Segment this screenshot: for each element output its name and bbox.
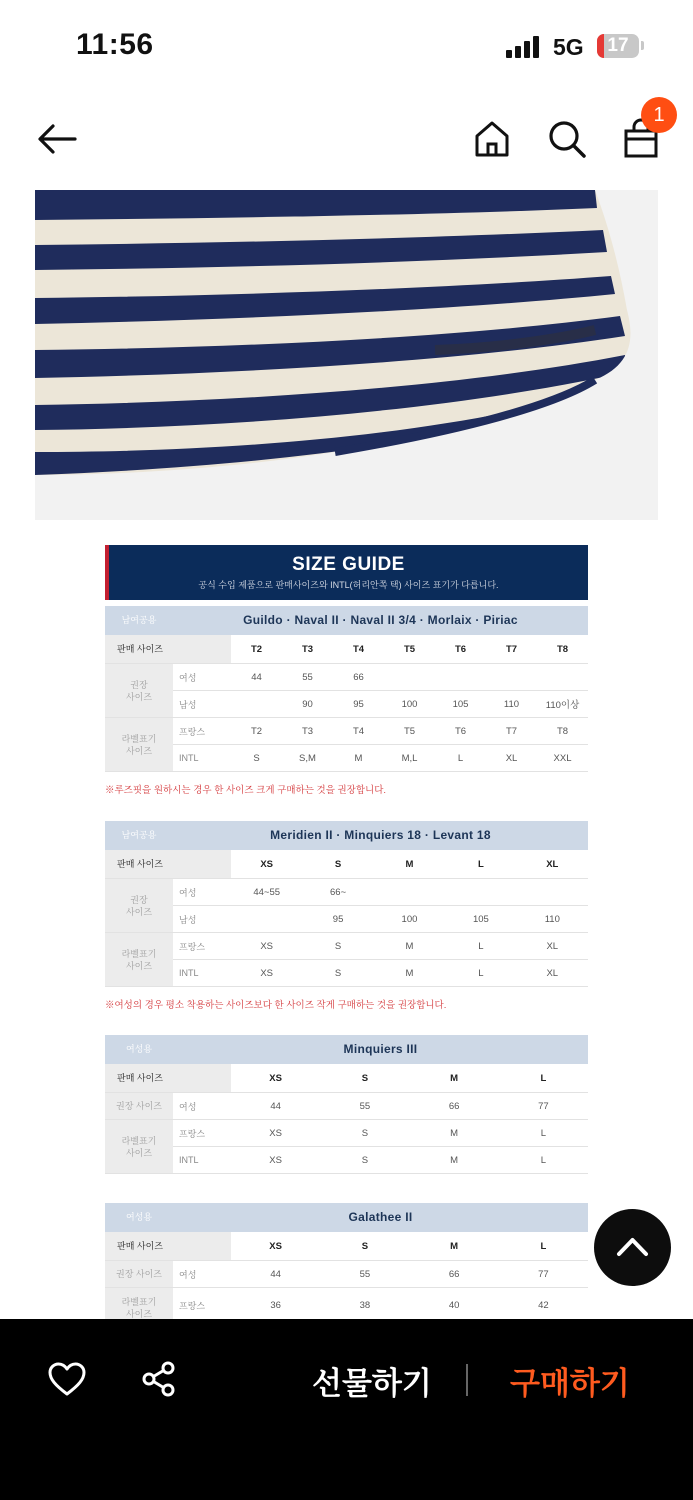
heart-icon[interactable] <box>47 1360 87 1400</box>
size-table-section-3 <box>105 1035 588 1174</box>
bottom-action-bar <box>0 1319 693 1500</box>
back-arrow-icon[interactable] <box>33 115 81 163</box>
section-models: Guildo · Naval II · Naval II 3/4 · Morlaix · Piriac <box>243 613 518 627</box>
table-row: 권장 사이즈 여성 44 55 66 77 <box>105 1261 588 1288</box>
table-row: 권장 사이즈 여성 44 55 66 <box>105 664 588 691</box>
size-table-section-1 <box>105 606 588 796</box>
gift-button[interactable]: 선물하기 <box>312 1366 432 1401</box>
cart-count-badge: 1 <box>641 97 677 133</box>
battery-icon <box>597 34 639 58</box>
table-row: INTL XS S M L <box>105 1147 588 1174</box>
scroll-to-top-button[interactable] <box>594 1209 671 1286</box>
search-icon[interactable] <box>543 115 591 163</box>
section-header <box>105 606 588 635</box>
top-nav <box>0 95 693 185</box>
table-row: 라벨표기 사이즈 프랑스 T2 T3 T4 T5 T6 T7 T8 <box>105 718 588 745</box>
section-label: 여성용 <box>125 1044 153 1054</box>
size-table <box>105 635 588 772</box>
table-row: 판매 사이즈 XS S M L XL <box>105 850 588 879</box>
table-row: 판매 사이즈 T2 T3 T4 T5 T6 T7 T8 <box>105 635 588 664</box>
size-table <box>105 1232 588 1319</box>
section-models: Galathee II <box>348 1210 413 1224</box>
share-icon[interactable] <box>140 1360 178 1398</box>
size-note: ※루즈핏을 원하시는 경우 한 사이즈 크게 구매하는 것을 권장합니다. <box>105 785 387 796</box>
section-header <box>105 821 588 850</box>
table-row: 남성 90 95 100 105 110 110이상 <box>105 691 588 718</box>
size-note: ※여성의 경우 평소 착용하는 사이즈보다 한 사이즈 작게 구매하는 것을 권장합니다. <box>105 1000 447 1011</box>
table-row: INTL XS S M L XL <box>105 960 588 987</box>
table-row: 남성 95 100 105 110 <box>105 906 588 933</box>
table-row: 판매 사이즈 XS S M L <box>105 1064 588 1093</box>
size-table-section-4 <box>105 1203 588 1319</box>
table-row: INTL S S,M M M,L L XL XXL <box>105 745 588 772</box>
network-type: 5G <box>553 34 584 60</box>
battery-tip <box>641 41 644 50</box>
table-row: 권장 사이즈 여성 44~55 66~ <box>105 879 588 906</box>
section-models: Meridien II · Minquiers 18 · Levant 18 <box>270 828 491 842</box>
chevron-up-icon <box>594 1209 671 1286</box>
product-image <box>35 190 658 520</box>
battery-level: 17 <box>607 35 629 56</box>
buy-button[interactable]: 구매하기 <box>510 1366 630 1401</box>
size-table-section-2 <box>105 821 588 1011</box>
table-row: 라벨표기 사이즈 프랑스 XS S M L <box>105 1120 588 1147</box>
table-row: 권장 사이즈 여성 44 55 66 77 <box>105 1093 588 1120</box>
section-header <box>105 1035 588 1064</box>
size-table <box>105 850 588 987</box>
table-row: 라벨표기 사이즈 프랑스 36 38 40 42 <box>105 1288 588 1320</box>
bottom-divider <box>466 1364 468 1396</box>
size-guide-subtitle: 공식 수입 제품으로 판매사이즈와 INTL(허리안쪽 택) 사이즈 표기가 다릅니다. <box>198 580 499 590</box>
size-guide-title: SIZE GUIDE <box>292 554 405 575</box>
size-table <box>105 1064 588 1174</box>
signal-icon <box>506 36 544 58</box>
size-guide-header <box>105 545 588 600</box>
section-label: 남여공용 <box>121 830 157 840</box>
table-row: 라벨표기 사이즈 프랑스 XS S M L XL <box>105 933 588 960</box>
section-header <box>105 1203 588 1232</box>
section-label: 남여공용 <box>121 615 157 625</box>
status-time: 11:56 <box>76 28 154 61</box>
status-bar <box>0 0 693 90</box>
size-guide-banner <box>105 545 588 600</box>
section-label: 여성용 <box>125 1212 153 1222</box>
table-row: 판매 사이즈 XS S M L <box>105 1232 588 1261</box>
section-models: Minquiers III <box>343 1042 418 1056</box>
home-icon[interactable] <box>468 115 516 163</box>
